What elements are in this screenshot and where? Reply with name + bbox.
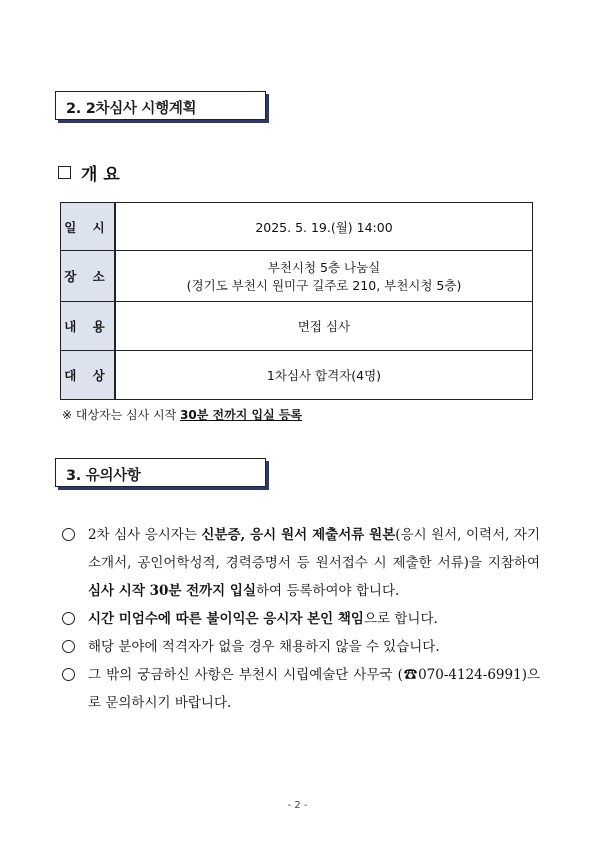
table-row	[61, 251, 533, 302]
circle-bullet-icon	[62, 612, 75, 625]
list-item: 시간 미엄수에 따른 불이익은 응시자 본인 책임으로 합니다.	[62, 605, 540, 633]
notice-list	[62, 521, 540, 717]
schedule-table	[60, 202, 533, 400]
row-value-datetime: 2025. 5. 19.(월) 14:00	[115, 203, 533, 251]
arrival-note	[62, 406, 302, 423]
section-2-header	[55, 91, 266, 120]
section-3-title: 3. 유의사항	[66, 468, 141, 484]
table-row	[61, 203, 533, 251]
note-emphasis: 30분 전까지 입실 등록	[180, 408, 303, 422]
page-number: - 2 -	[287, 800, 308, 811]
section-2-title: 2. 2차심사 시행계획	[66, 101, 197, 117]
circle-bullet-icon	[62, 640, 75, 653]
row-value-content: 면접 심사	[115, 302, 533, 351]
section-3-header	[55, 458, 266, 487]
row-label-content: 내 용	[61, 302, 116, 351]
place-name: 부천시청 5층 나눔실	[267, 260, 381, 275]
overview-title: 개 요	[81, 165, 120, 185]
row-label-datetime: 일 시	[61, 203, 116, 251]
table-row	[61, 302, 533, 351]
place-address: (경기도 부천시 원미구 길주로 210, 부천시청 5층)	[186, 278, 462, 293]
list-item: 2차 심사 응시자는 신분증, 응시 원서 제출서류 원본(응시 원서, 이력서, 자기소개서, 공인어학성적, 경력증명서 등 원서접수 시 제출한 서류)을 지참하여 심사 시작 30분 전까지 입실하여 등록하여야 합니다.	[62, 521, 540, 605]
row-value-place	[115, 251, 533, 302]
row-value-target: 1차심사 합격자(4명)	[115, 351, 533, 400]
table-row	[61, 351, 533, 400]
square-bullet-icon	[58, 166, 71, 179]
circle-bullet-icon	[62, 528, 75, 541]
overview-heading	[58, 160, 120, 185]
row-label-target: 대 상	[61, 351, 116, 400]
note-prefix: ※ 대상자는 심사 시작	[62, 408, 181, 422]
list-item: 그 밖의 궁금하신 사항은 부천시 시립예술단 사무국 (☎070-4124-6991)으로 문의하시기 바랍니다.	[62, 661, 540, 717]
circle-bullet-icon	[62, 668, 75, 681]
list-item: 해당 분야에 적격자가 없을 경우 채용하지 않을 수 있습니다.	[62, 633, 540, 661]
row-label-place: 장 소	[61, 251, 116, 302]
